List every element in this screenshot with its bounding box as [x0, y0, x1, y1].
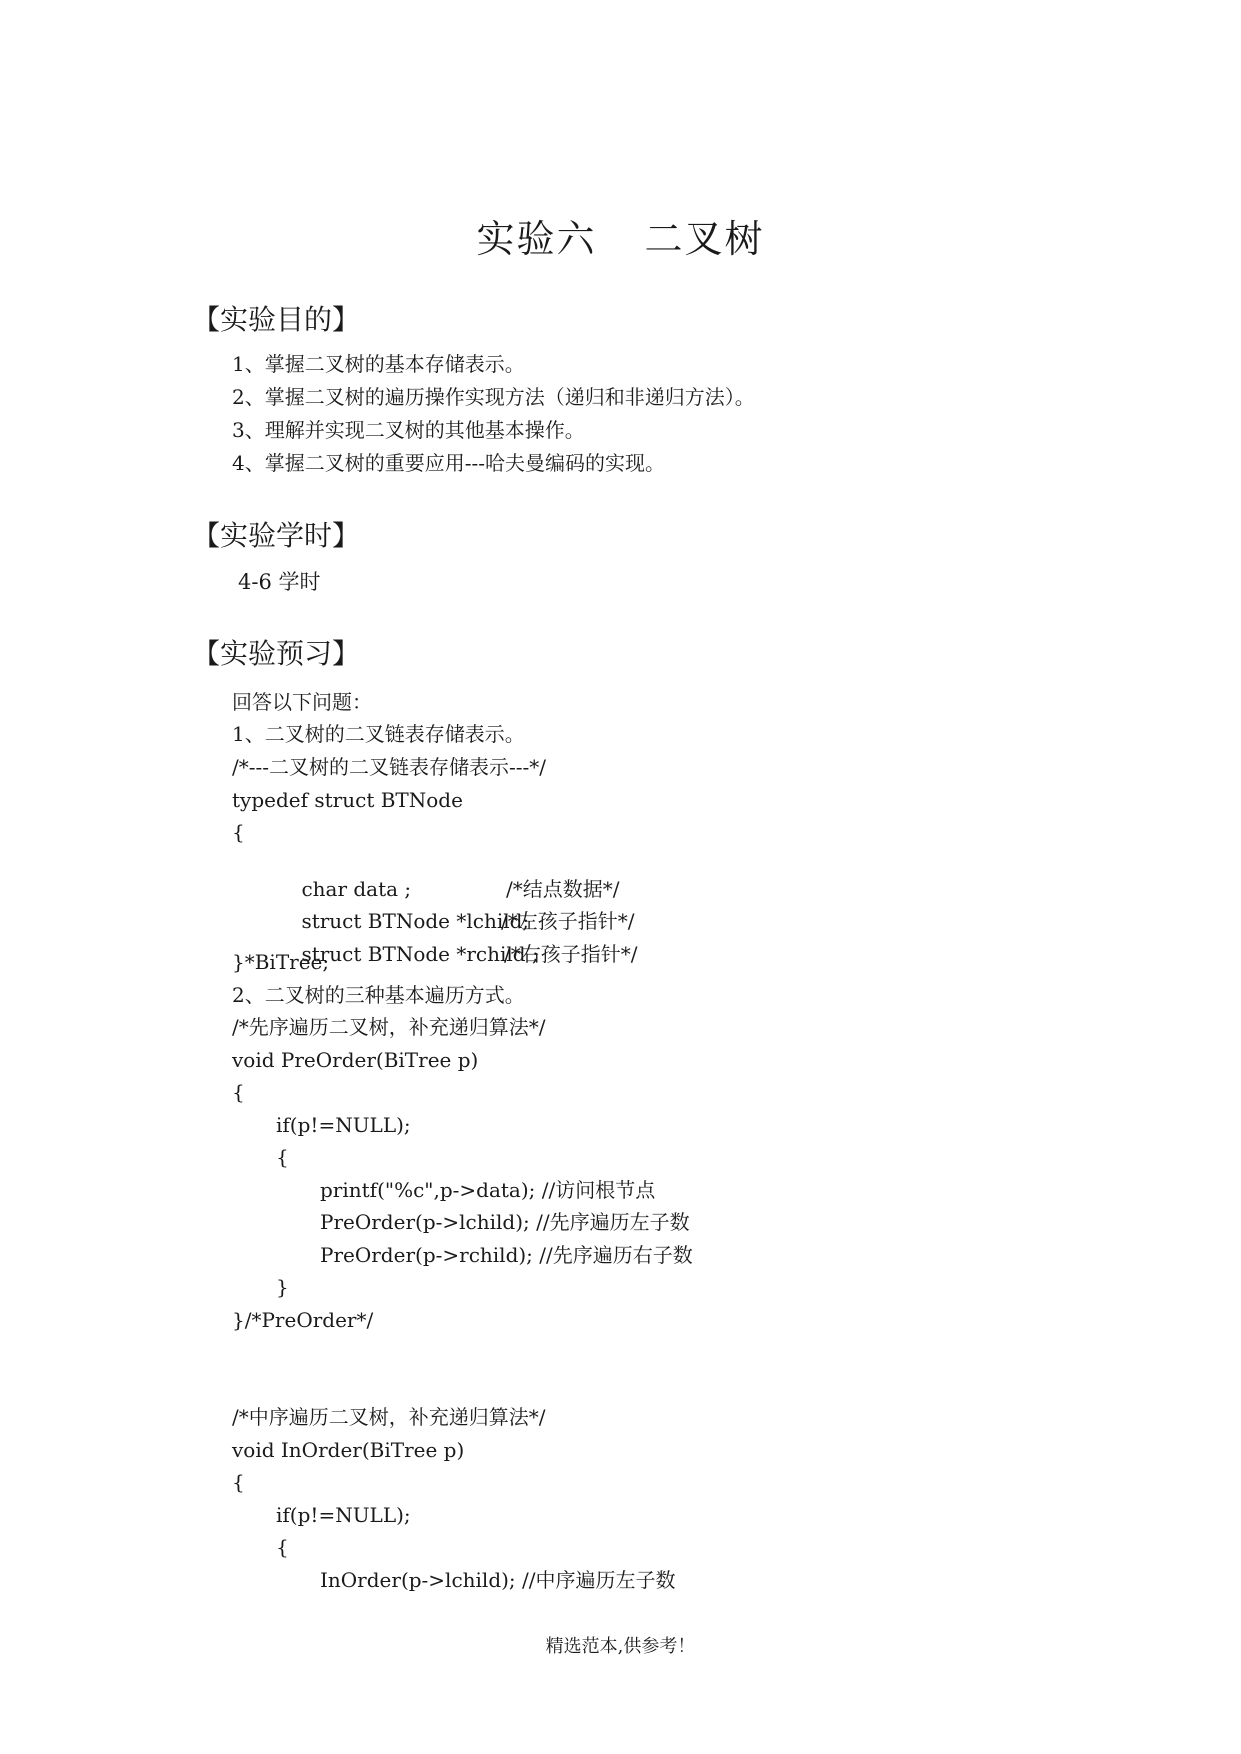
code2-line: } — [276, 1275, 289, 1299]
code1-line: { — [232, 820, 245, 844]
code2-line: PreOrder(p->rchild); //先序遍历右子数 — [320, 1243, 693, 1267]
section-heading-hours: 【实验学时】 — [192, 519, 361, 552]
code2-comment: /*先序遍历二叉树，补充递归算法*/ — [232, 1015, 546, 1039]
code3-line: { — [232, 1470, 245, 1494]
code2-line: void PreOrder(BiTree p) — [232, 1048, 479, 1072]
purpose-item-2: 2、掌握二叉树的遍历操作实现方法（递归和非递归方法）。 — [232, 385, 755, 409]
section-heading-preview: 【实验预习】 — [192, 637, 361, 670]
code2-line: PreOrder(p->lchild); //先序遍历左子数 — [320, 1210, 690, 1234]
purpose-item-3: 3、理解并实现二叉树的其他基本操作。 — [232, 418, 585, 442]
code-comment: /*结点数据*/ — [506, 877, 620, 901]
page-footer: 精选范本,供参考！ — [545, 1636, 696, 1657]
code2-line: { — [276, 1145, 289, 1169]
hours-text: 4-6 学时 — [238, 570, 321, 594]
purpose-item-4: 4、掌握二叉树的重要应用---哈夫曼编码的实现。 — [232, 451, 665, 475]
preview-intro: 回答以下问题： — [232, 690, 372, 714]
code-text: struct BTNode *rchild ; — [301, 942, 539, 966]
code1-line: typedef struct BTNode — [232, 788, 463, 812]
code-text: char data ; — [301, 877, 412, 901]
question-2: 2、二叉树的三种基本遍历方式。 — [232, 983, 525, 1007]
question-1: 1、二叉树的二叉链表存储表示。 — [232, 722, 525, 746]
code2-line: if(p!=NULL); — [276, 1113, 411, 1137]
code1-comment: /*---二叉树的二叉链表存储表示---*/ — [232, 755, 547, 779]
code3-line: if(p!=NULL); — [276, 1503, 411, 1527]
code3-line: InOrder(p->lchild); //中序遍历左子数 — [320, 1568, 676, 1592]
title-part-1: 实验六 — [476, 217, 597, 261]
code-text: struct BTNode *lchild; — [301, 909, 530, 933]
section-heading-purpose: 【实验目的】 — [192, 303, 361, 336]
code-comment: /*右孩子指针*/ — [504, 942, 638, 966]
code2-line: }/*PreOrder*/ — [232, 1308, 374, 1332]
document-title — [0, 208, 1241, 263]
code3-comment: /*中序遍历二叉树，补充递归算法*/ — [232, 1405, 546, 1429]
code2-line: printf("%c",p->data); //访问根节点 — [320, 1178, 656, 1202]
code3-line: void InOrder(BiTree p) — [232, 1438, 465, 1462]
code1-line: }*BiTree; — [232, 950, 330, 974]
code3-line: { — [276, 1535, 289, 1559]
title-part-2: 二叉树 — [644, 217, 765, 261]
code2-line: { — [232, 1080, 245, 1104]
code-comment: /*左孩子指针*/ — [501, 909, 635, 933]
purpose-item-1: 1、掌握二叉树的基本存储表示。 — [232, 352, 525, 376]
